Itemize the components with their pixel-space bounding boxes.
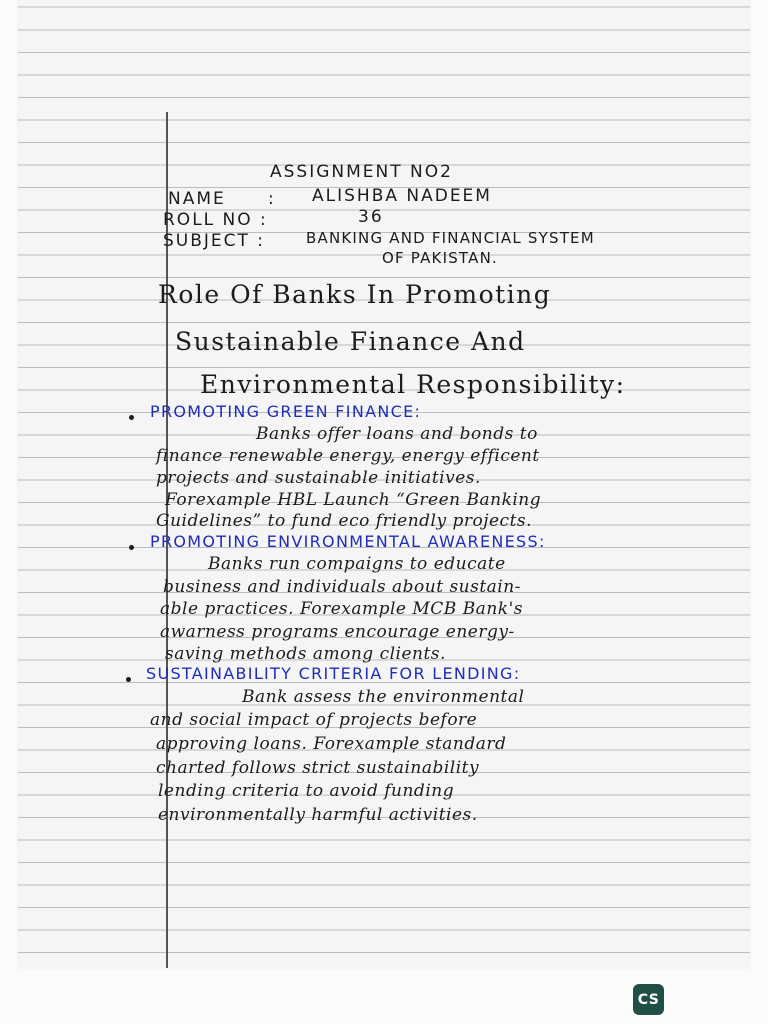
bullet-3 <box>126 677 131 682</box>
section-2-line-4: awarness programs encourage energy- <box>160 622 515 642</box>
section-3-line-4: charted follows strict sustainability <box>156 758 480 778</box>
bullet-2 <box>129 545 134 550</box>
section-2-line-2: business and individuals about sustain- <box>163 577 521 597</box>
section-3-line-3: approving loans. Forexample standard <box>156 734 507 754</box>
roll-value: 36 <box>358 207 384 227</box>
subject-value-line2: OF PAKISTAN. <box>382 249 498 267</box>
title-line-1: Role Of Banks In Promoting <box>158 280 552 309</box>
section-3-line-5: lending criteria to avoid funding <box>158 781 455 801</box>
camscanner-logo-text: CS <box>637 991 660 1008</box>
section-3-line-6: environmentally harmful activities. <box>158 805 478 825</box>
section-3-line-1: Bank assess the environmental <box>242 687 525 707</box>
name-colon: : <box>268 189 276 209</box>
assignment-title: ASSIGNMENT NO2 <box>270 162 453 182</box>
title-line-3: Environmental Responsibility: <box>200 370 626 399</box>
title-line-2: Sustainable Finance And <box>175 327 526 356</box>
section-2-line-1: Banks run compaigns to educate <box>208 554 506 574</box>
bullet-1 <box>129 415 134 420</box>
name-label: NAME <box>168 189 226 209</box>
camscanner-logo-badge <box>633 984 664 1015</box>
roll-label: ROLL NO : <box>163 210 268 230</box>
section-1-heading: PROMOTING GREEN FINANCE: <box>150 402 422 421</box>
section-2-line-5: saving methods among clients. <box>165 644 446 664</box>
section-1-line-2: finance renewable energy, energy efficent <box>156 446 540 466</box>
subject-value-line1: BANKING AND FINANCIAL SYSTEM <box>306 229 595 247</box>
section-2-heading: PROMOTING ENVIRONMENTAL AWARENESS: <box>150 532 546 551</box>
section-1-line-3: projects and sustainable initiatives. <box>156 468 481 488</box>
name-value: ALISHBA NADEEM <box>312 186 492 206</box>
section-3-line-2: and social impact of projects before <box>150 710 478 730</box>
section-2-line-3: able practices. Forexample MCB Bank's <box>160 599 523 619</box>
section-1-line-4: Forexample HBL Launch “Green Banking <box>165 490 542 510</box>
section-1-line-5: Guidelines” to fund eco friendly projects. <box>156 511 533 531</box>
section-1-line-1: Banks offer loans and bonds to <box>256 424 538 444</box>
subject-label: SUBJECT : <box>163 231 266 251</box>
section-3-heading: SUSTAINABILITY CRITERIA FOR LENDING: <box>146 664 521 683</box>
